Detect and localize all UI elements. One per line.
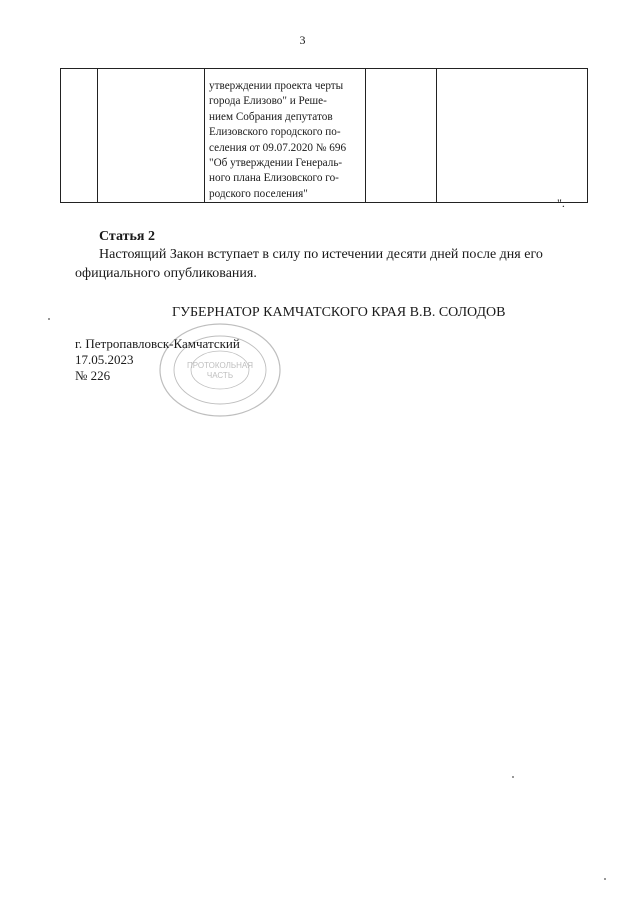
signoff-city: г. Петропавловск-Камчатский (75, 336, 240, 351)
cell-line: родского поселения" (209, 187, 308, 200)
cell-line: города Елизово" и Реше- (209, 95, 327, 108)
scan-speck (512, 776, 514, 778)
svg-text:ПРОТОКОЛЬНАЯ: ПРОТОКОЛЬНАЯ (187, 361, 253, 370)
scan-speck (48, 318, 50, 320)
table-cell-3 (205, 69, 366, 203)
table-cell-5 (437, 69, 588, 203)
cell-line: Елизовского городского по- (209, 126, 341, 139)
cell-line: селения от 09.07.2020 № 696 (209, 141, 347, 154)
cell-line: "Об утверждении Генераль- (209, 157, 343, 170)
signoff-block (75, 336, 240, 384)
page-number: 3 (299, 33, 306, 47)
cell-line: нием Собрания депутатов (209, 110, 333, 123)
table-cell-2 (98, 69, 205, 203)
svg-text:ЧАСТЬ: ЧАСТЬ (206, 371, 234, 380)
table-cell-4 (366, 69, 437, 203)
closing-quote: ". (557, 196, 565, 210)
signoff-date: 17.05.2023 (75, 352, 134, 367)
continuation-table (60, 68, 588, 203)
article-title: Статья 2 (99, 229, 155, 244)
signoff-number: № 226 (75, 368, 111, 383)
scan-speck (604, 878, 606, 880)
table-cell-1 (61, 69, 98, 203)
article-body: Настоящий Закон вступает в силу по истечении десяти дней после дня его официального опубликования. (75, 247, 543, 281)
cell-line: утверждении проекта черты (209, 80, 344, 92)
governor-signature-line: ГУБЕРНАТОР КАМЧАТСКОГО КРАЯ В.В. СОЛОДОВ (172, 305, 506, 320)
table-row (61, 69, 588, 203)
cell-line: ного плана Елизовского го- (209, 172, 339, 185)
